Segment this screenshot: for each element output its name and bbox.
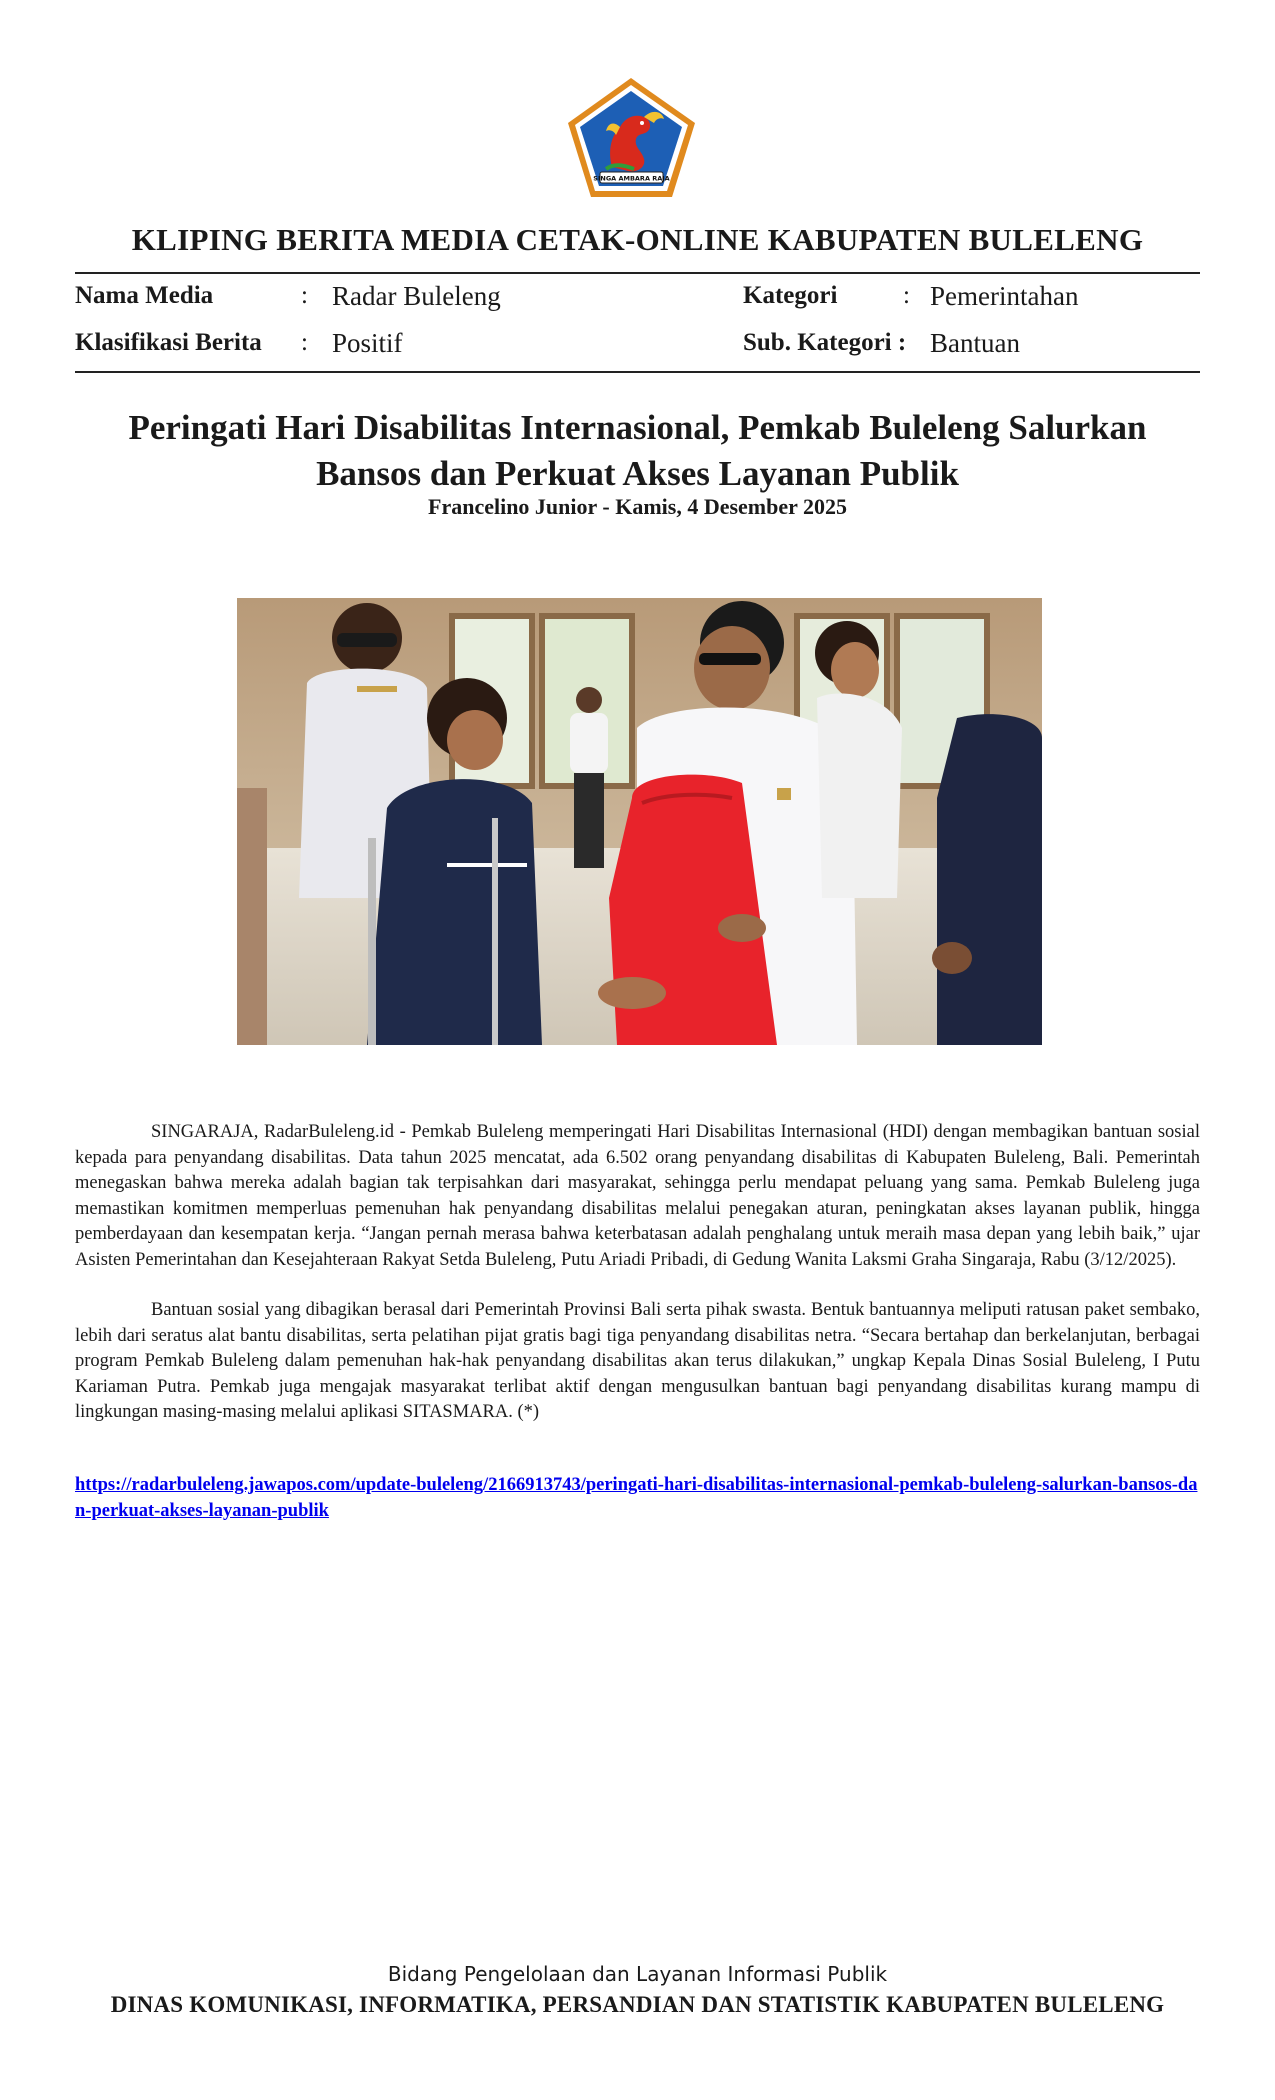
media-label: Nama Media [75, 282, 214, 309]
article-paragraph-2: Bantuan sosial yang dibagikan berasal dari Pemerintah Provinsi Bali serta pihak swasta. Bentuk bantuannya meliputi ratusan paket sembako, lebih dari seratus alat bantu disabilitas, serta pelatihan pijat gratis bagi tiga penyandang disabilitas netra. “Secara bertahap dan berkelanjutan, berbagai program Pemkab Buleleng dalam pemenuhan hak-hak penyandang disabilitas akan terus dilakukan,” ungkap Kepala Dinas Sosial Buleleng, I Putu Kariaman Putra. Pemkab juga mengajak masyarakat terlibat aktif dengan mengusulkan bantuan bagi penyandang disabilitas kurang mampu di lingkungan masing-masing melalui aplikasi SITASMARA. (*) [75, 1300, 1200, 1422]
media-colon: : [301, 282, 308, 309]
source-url-link[interactable]: https://radarbuleleng.jawapos.com/update-buleleng/2166913743/peringati-hari-disabilitas-internasional-pemkab-buleleng-salurkan-bansos-dan-perkuat-akses-layanan-publik [75, 1475, 1198, 1521]
kategori-colon: : [903, 282, 910, 309]
header-divider-bottom [75, 371, 1200, 373]
document-title: KLIPING BERITA MEDIA CETAK-ONLINE KABUPATEN BULELENG [131, 222, 1144, 257]
kategori-value: Pemerintahan [930, 281, 1079, 311]
kabupaten-buleleng-logo [564, 75, 699, 201]
subkategori-label: Sub. Kategori : [743, 329, 907, 356]
footer-agency: DINAS KOMUNIKASI, INFORMATIKA, PERSANDIAN DAN STATISTIK KABUPATEN BULELENG [110, 1992, 1165, 2017]
klasifikasi-value: Positif [332, 328, 403, 358]
meta-row-klasifikasi [75, 329, 1200, 365]
emblem-motto: SINGA AMBARA RAJA [593, 174, 670, 183]
klasifikasi-label: Klasifikasi Berita [75, 329, 262, 356]
article-headline: Peringati Hari Disabilitas Internasional, Pemkab Buleleng Salurkan Bansos dan Perkuat Akses Layanan Publik [128, 408, 1147, 493]
footer-department: Bidang Pengelolaan dan Layanan Informasi Publik [387, 1962, 888, 1986]
article-paragraph-1: SINGARAJA, RadarBuleleng.id - Pemkab Buleleng memperingati Hari Disabilitas Internasional (HDI) dengan membagikan bantuan sosial kepada para penyandang disabilitas. Data tahun 2025 mencatat, ada 6.502 orang penyandang disabilitas di Kabupaten Buleleng, Bali. Pemerintah menegaskan bahwa mereka adalah bagian tak terpisahkan dari masyarakat, sehingga perlu mendapat peluang yang sama. Pemkab Buleleng juga memastikan komitmen memperluas pemenuhan hak penyandang disabilitas melalui penegakan aturan, peningkatan akses layanan publik, hingga pemberdayaan dan kesempatan kerja. “Jangan pernah merasa bahwa keterbatasan adalah penghalang untuk meraih masa depan yang lebih baik,” ujar Asisten Pemerintahan dan Kesejahteraan Rakyat Setda Buleleng, Putu Ariadi Pribadi, di Gedung Wanita Laksmi Graha Singaraja, Rabu (3/12/2025). [75, 1122, 1200, 1270]
media-value: Radar Buleleng [332, 281, 501, 311]
kategori-label: Kategori [743, 282, 838, 309]
klasifikasi-colon: : [301, 329, 308, 356]
subkategori-value: Bantuan [930, 328, 1020, 358]
article-body [75, 1120, 1200, 1426]
article-byline: Francelino Junior - Kamis, 4 Desember 2025 [428, 494, 847, 519]
meta-row-media [75, 282, 1200, 318]
article-photo [237, 598, 1042, 1045]
header-divider-top [75, 272, 1200, 274]
